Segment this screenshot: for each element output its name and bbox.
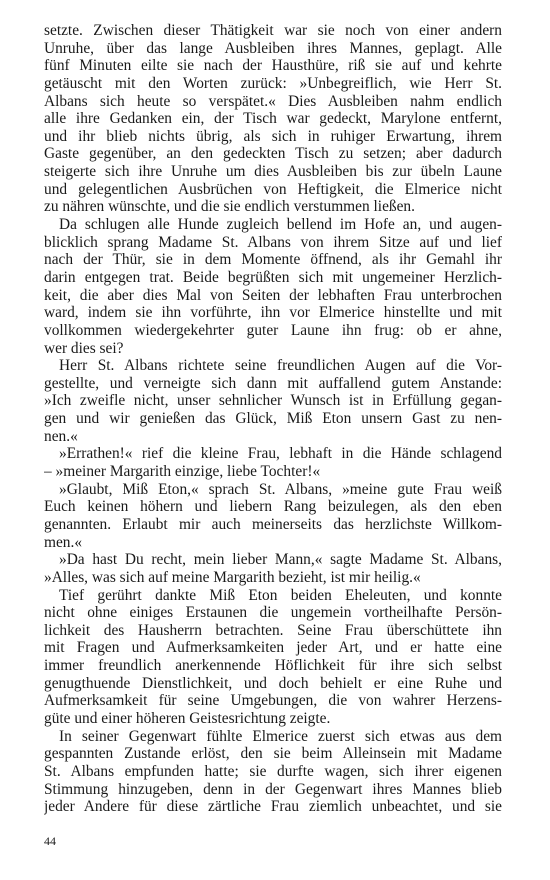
text-line: nen.« — [44, 427, 78, 445]
text-line: Tief gerührt dankte Miß Eton beiden Eheleuten, und konnte — [59, 586, 502, 604]
text-line: immer freundlich anerkennende Höflichkeit für ihre sich selbst — [44, 657, 502, 675]
text-line: nicht ohne einiges Erstaunen die ungemein vortheilhafte Persön- — [44, 604, 502, 622]
body-text — [44, 22, 502, 816]
text-line: Albans sich heute so verspätet.« Dies Ausbleiben nahm endlich — [44, 92, 502, 110]
text-line: nach der Thür, sie in dem Momente öffnend, als ihr Gemahl ihr — [44, 251, 502, 269]
text-line: Stimmung hinzugeben, denn in der Gegenwart ihres Mannes blieb — [44, 780, 502, 798]
text-line: mit Fragen und Aufmerksamkeiten jeder Art, und er hatte eine — [44, 639, 502, 657]
text-line: »Alles, was sich auf meine Margarith bezieht, ist mir heilig.« — [44, 568, 421, 586]
text-line: getäuscht mit den Worten zurück: »Unbegreiflich, wie Herr St. — [44, 74, 502, 92]
text-line: Gaste gegenüber, an den gedeckten Tisch zu setzen; aber dadurch — [44, 145, 502, 163]
text-line: ward, indem sie ihn vorführte, ihn vor Elmerice hinstellte und mit — [44, 304, 502, 322]
text-line: und gelegentlichen Ausbrüchen von Heftigkeit, die Elmerice nicht — [44, 180, 502, 198]
text-line: zu nähren wünschte, und die sie endlich verstummen ließen. — [44, 198, 415, 216]
text-line: jeder Andere für diese zärtliche Frau ziemlich unbeachtet, und sie — [44, 798, 502, 816]
text-line: gespannten Zustande erlöst, den sie beim Alleinsein mit Madame — [44, 745, 502, 763]
text-line: wer dies sei? — [44, 339, 124, 357]
text-line: gestellte, und verneigte sich dann mit auffallend gutem Anstande: — [44, 374, 502, 392]
text-line: steigerte sich ihre Unruhe um dies Ausbleiben bis zur übeln Laune — [44, 163, 502, 181]
text-line: und ihr blieb nichts übrig, als sich in ruhiger Erwartung, ihrem — [44, 127, 502, 145]
text-line: keit, die aber dies Mal von Seiten der lebhaften Frau unterbrochen — [44, 286, 502, 304]
text-line: »Da hast Du recht, mein lieber Mann,« sagte Madame St. Albans, — [59, 551, 502, 569]
text-line: genannten. Erlaubt mir auch meinerseits das herzlichste Willkom- — [44, 515, 502, 533]
text-line: fünf Minuten eilte sie nach der Hausthüre, riß sie auf und kehrte — [44, 57, 502, 75]
text-line: lichkeit des Hausherrn betrachten. Seine Frau überschüttete ihn — [44, 621, 502, 639]
text-line: Da schlugen alle Hunde zugleich bellend im Hofe an, und augen- — [59, 216, 502, 234]
text-line: »Glaubt, Miß Eton,« sprach St. Albans, »meine gute Frau weiß — [59, 480, 502, 498]
text-line: gen und wir genießen das Glück, Miß Eton unsern Gast zu nen- — [44, 410, 502, 428]
text-line: In seiner Gegenwart fühlte Elmerice zuerst sich etwas aus dem — [59, 727, 502, 745]
text-line: darin entgegen trat. Beide begrüßten sich mit ungemeiner Herzlich- — [44, 268, 502, 286]
text-line: blicklich sprang Madame St. Albans von ihrem Sitze auf und lief — [44, 233, 502, 251]
text-line: Aufmerksamkeit für seine Umgebungen, die von wahrer Herzens- — [44, 692, 502, 710]
text-line: men.« — [44, 533, 83, 551]
text-line: genugthuende Dienstlichkeit, und doch behielt er eine Ruhe und — [44, 674, 502, 692]
text-line: – »meiner Margarith einzige, liebe Tochter!« — [44, 463, 321, 481]
text-line: »Ich zweifle nicht, unser sehnlicher Wunsch ist in Erfüllung gegan- — [44, 392, 502, 410]
text-line: St. Albans empfunden hatte; sie durfte wagen, sich ihrer eigenen — [44, 762, 502, 780]
text-line: Unruhe, über das lange Ausbleiben ihres Mannes, geplagt. Alle — [44, 39, 502, 57]
text-line: »Errathen!« rief die kleine Frau, lebhaft in die Hände schlagend — [59, 445, 502, 463]
page-number: 44 — [44, 834, 56, 848]
text-line: güte und einer höheren Geistesrichtung zeigte. — [44, 709, 331, 727]
text-line: Herr St. Albans richtete seine freundlichen Augen auf die Vor- — [59, 357, 502, 375]
text-line: vollkommen wiedergekehrter guter Laune ihn frug: ob er ahne, — [44, 321, 502, 339]
text-line: Euch keinen höhern und liebern Rang beizulegen, als den eben — [44, 498, 502, 516]
text-line: alle ihre Gedanken ein, der Tisch war gedeckt, Marylone entfernt, — [44, 110, 502, 128]
text-line: setzte. Zwischen dieser Thätigkeit war sie noch von einer andern — [44, 22, 502, 39]
